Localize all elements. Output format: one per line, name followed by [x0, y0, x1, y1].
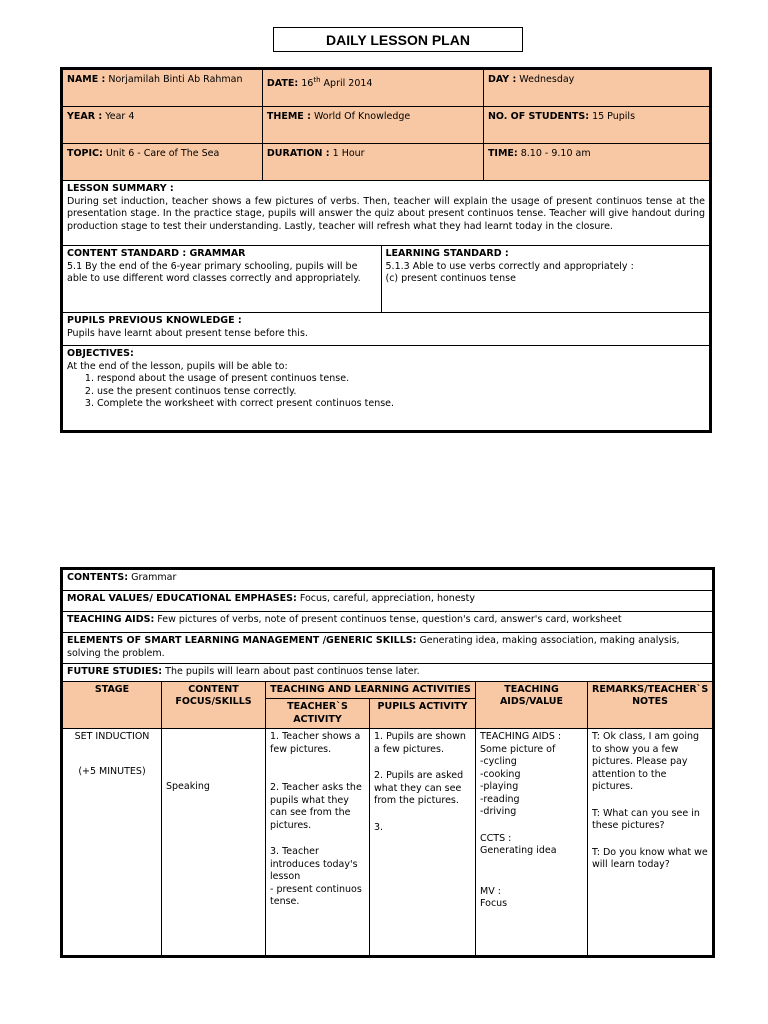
teaching-aids-header: TEACHING AIDS/VALUE — [476, 681, 588, 729]
learning-standard-label: LEARNING STANDARD : — [385, 248, 509, 259]
teacher-step: 3. Teacher introduces today's lesson — [270, 846, 358, 882]
topic-label: TOPIC: — [67, 148, 103, 159]
date-label: DATE: — [266, 78, 299, 90]
content-focus-header: CONTENT FOCUS/SKILLS — [162, 681, 266, 729]
stage-cell — [62, 729, 162, 957]
lesson-summary-cell — [62, 181, 711, 246]
lesson-header-table — [60, 67, 712, 433]
date-cell — [262, 69, 483, 107]
previous-knowledge-text: Pupils have learnt about present tense before this. — [67, 327, 308, 339]
aid-line: -playing — [480, 781, 519, 792]
topic-value: Unit 6 - Care of The Sea — [105, 148, 220, 159]
learning-standard-line1: 5.1.3 Able to use verbs correctly and appropriately : — [385, 260, 634, 272]
pupils-step: 3. — [374, 821, 384, 833]
day-cell — [483, 69, 710, 107]
pupils-step: 2. Pupils are asked what they can see from the pictures. — [374, 770, 464, 806]
remarks-header: REMARKS/TEACHER`S NOTES — [588, 681, 714, 729]
content-standard-label: CONTENT STANDARD : GRAMMAR — [67, 248, 246, 259]
document-title: DAILY LESSON PLAN — [273, 27, 523, 52]
content-focus-value: Speaking — [166, 781, 210, 792]
objective-item: 2. use the present continuos tense correctly. — [97, 386, 705, 399]
teacher-step: 1. Teacher shows a few pictures. — [270, 731, 361, 755]
name-cell — [62, 69, 263, 107]
activities-header: TEACHING AND LEARNING ACTIVITIES — [266, 681, 476, 699]
aid-line: -cycling — [480, 756, 517, 767]
time-cell — [483, 144, 710, 181]
pupils-step: 1. Pupils are shown a few pictures. — [374, 731, 466, 755]
day-label: DAY : — [487, 74, 517, 85]
standards-table — [63, 246, 709, 312]
aid-line: Generating idea — [480, 845, 557, 856]
duration-cell — [262, 144, 483, 181]
contents-label: CONTENTS: — [67, 572, 129, 583]
theme-label: THEME : — [266, 111, 311, 122]
topic-cell — [62, 144, 263, 181]
learning-standard-line2: (c) present continuos tense — [385, 273, 516, 284]
date-suffix: th — [313, 76, 321, 84]
theme-value: World Of Knowledge — [313, 111, 411, 122]
future-studies-cell — [62, 664, 714, 682]
teaching-aids-label: TEACHING AIDS: — [67, 614, 155, 625]
aid-line: -reading — [480, 793, 520, 805]
aid-line: Focus — [480, 898, 508, 909]
students-value: 15 Pupils — [592, 111, 636, 122]
moral-values-value: Focus, careful, appreciation, honesty — [299, 593, 475, 604]
teaching-aids-value: Few pictures of verbs, note of present continuos tense, question's card, answer's card, worksheet — [157, 614, 622, 625]
content-focus-cell — [162, 729, 266, 957]
smart-learning-cell — [62, 633, 714, 664]
content-standard-text: 5.1 By the end of the 6-year primary schooling, pupils will be able to use different word classes correctly and appropriately. — [67, 260, 361, 284]
objectives-list — [67, 373, 705, 411]
time-label: TIME: — [487, 148, 518, 159]
contents-value: Grammar — [131, 572, 177, 583]
stage-name: SET INDUCTION — [74, 731, 150, 742]
name-value: Norjamilah Binti Ab Rahman — [108, 74, 243, 85]
future-studies-label: FUTURE STUDIES: — [67, 666, 163, 677]
day-value: Wednesday — [519, 74, 575, 85]
pupils-activity-header: PUPILS ACTIVITY — [370, 699, 476, 729]
aid-line: -driving — [480, 806, 517, 817]
contents-cell — [62, 569, 714, 591]
standards-row — [62, 246, 711, 313]
stage-header: STAGE — [62, 681, 162, 729]
objectives-cell — [62, 346, 711, 432]
objectives-intro: At the end of the lesson, pupils will be able to: — [67, 360, 288, 372]
year-cell — [62, 107, 263, 144]
students-cell — [483, 107, 710, 144]
duration-value: 1 Hour — [332, 148, 365, 159]
students-label: NO. OF STUDENTS: — [487, 111, 590, 122]
date-day: 16 — [301, 78, 314, 90]
moral-values-cell — [62, 591, 714, 612]
time-value: 8.10 - 9.10 am — [520, 148, 591, 159]
aid-line: TEACHING AIDS : — [480, 731, 562, 742]
pupils-activity-cell — [370, 729, 476, 957]
teacher-step: 2. Teacher asks the pupils what they can see from the pictures. — [270, 782, 362, 831]
remark-line: T: What can you see in these pictures? — [592, 807, 700, 831]
duration-label: DURATION : — [266, 148, 330, 159]
teaching-aids-value-cell — [476, 729, 588, 957]
name-label: NAME : — [67, 74, 106, 85]
objective-item: 3. Complete the worksheet with correct present continuos tense. — [97, 398, 705, 411]
objective-item: 1. respond about the usage of present continuos tense. — [97, 373, 705, 386]
previous-knowledge-label: PUPILS PREVIOUS KNOWLEDGE : — [67, 315, 242, 326]
objectives-label: OBJECTIVES: — [67, 348, 134, 359]
future-studies-value: The pupils will learn about past continuos tense later. — [165, 666, 420, 677]
lesson-activities-table — [60, 567, 715, 958]
stage-time: (+5 MINUTES) — [78, 765, 146, 777]
remarks-cell — [588, 729, 714, 957]
aid-line: -cooking — [480, 768, 521, 780]
year-label: YEAR : — [67, 111, 103, 122]
teacher-step: - present continuos tense. — [270, 883, 362, 907]
date-rest: April 2014 — [323, 78, 373, 90]
teacher-activity-cell — [266, 729, 370, 957]
content-standard-cell — [63, 246, 381, 312]
smart-learning-value: Generating idea, making association, making analysis, solving the problem. — [67, 635, 680, 659]
aid-line: Some picture of — [480, 743, 556, 755]
aid-line: CCTS : — [480, 832, 512, 844]
aid-line: MV : — [480, 885, 501, 897]
remark-line: T: Ok class, I am going to show you a few pictures. Please pay attention to the pictures. — [592, 731, 700, 792]
year-value: Year 4 — [105, 111, 135, 122]
previous-knowledge-cell — [62, 313, 711, 346]
remark-line: T: Do you know what we will learn today? — [592, 846, 708, 870]
theme-cell — [262, 107, 483, 144]
moral-values-label: MORAL VALUES/ EDUCATIONAL EMPHASES: — [67, 593, 297, 604]
lesson-summary-text: During set induction, teacher shows a few pictures of verbs. Then, teacher will explain the usage of present continuos tense at the presentation stage. In the practice stage, pupils will answer the quiz about present continuos tense. Teacher will give handout during production stage to test their understanding. Lastly, teacher will refresh what they had learnt today in the closure. — [67, 195, 705, 232]
learning-standard-cell — [381, 246, 709, 312]
smart-learning-label: ELEMENTS OF SMART LEARNING MANAGEMENT /GENERIC SKILLS: — [67, 635, 417, 646]
teacher-activity-header: TEACHER`S ACTIVITY — [266, 699, 370, 729]
lesson-summary-label: LESSON SUMMARY : — [67, 183, 174, 194]
teaching-aids-cell — [62, 612, 714, 633]
